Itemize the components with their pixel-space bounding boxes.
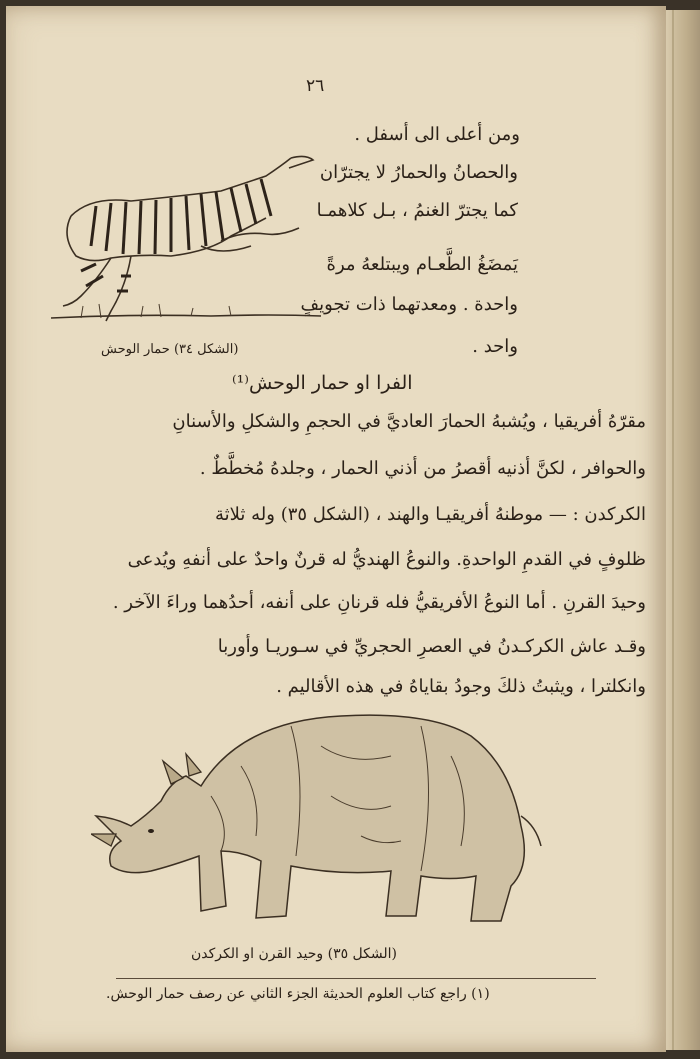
section-heading: الفرا او حمار الوحش⁽¹⁾ [232,372,413,394]
text-line-4: يَمضَغُ الطَّعـام ويبتلعهُ مرةً [326,254,518,275]
text-line-14: وقـد عاش الكركـدنُ في العصرِ الحجريِّ في سـوريـا وأوربا [217,636,646,657]
zebra-figure [51,146,326,331]
text-line-1: ومن أعلى الى أسفل . [354,124,520,145]
text-line-9: مقرّهُ أفريقيا ، ويُشبهُ الحمارَ العاديَّ في الحجمِ والشكلِ والأسنانِ [172,411,646,432]
text-line-6: واحد . [472,336,518,357]
text-line-5: واحدة . ومعدتهما ذات تجويفٍ [300,294,518,315]
book-page [6,6,666,1052]
text-line-12: ظلوفٍ في القدمِ الواحدةِ. والنوعُ الهنديُّ له قرنٌ واحدٌ على أنفهِ ويُدعى [127,549,646,570]
page-number: ٢٦ [306,76,325,96]
footnote-rule [116,978,596,979]
text-line-10: والحوافر ، لكنَّ أذنيه أقصرُ من أذني الحمار ، وجلدهُ مُخطَّطٌ . [199,458,646,479]
text-line-15: وانكلترا ، ويثبتُ ذلكَ وجودُ بقاياهُ في هذه الأقاليم . [276,676,646,697]
rhinoceros-caption: (الشكل ٣٥) وحيد القرن او الكركدن [191,946,397,962]
text-line-11: الكركدن : — موطنهُ أفريقيـا والهند ، (الشكل ٣٥) وله ثلاثة [215,504,646,525]
text-line-13: وحيدَ القرنِ . أما النوعُ الأفريقيُّ فله قرنانِ على أنفه، أحدُهما وراءَ الآخر . [112,592,646,613]
text-line-2: والحصانُ والحمارُ لا يجترّان [319,162,518,183]
book-page-edge [666,10,700,1050]
zebra-caption: (الشكل ٣٤) حمار الوحش [101,342,239,357]
footnote: (١) راجع كتاب العلوم الحديثة الجزء الثاني عن رصف حمار الوحش. [106,986,490,1002]
rhinoceros-figure [91,706,551,946]
text-line-3: كما يجترّ الغنمُ ، بـل كلاهمـا [316,200,518,221]
